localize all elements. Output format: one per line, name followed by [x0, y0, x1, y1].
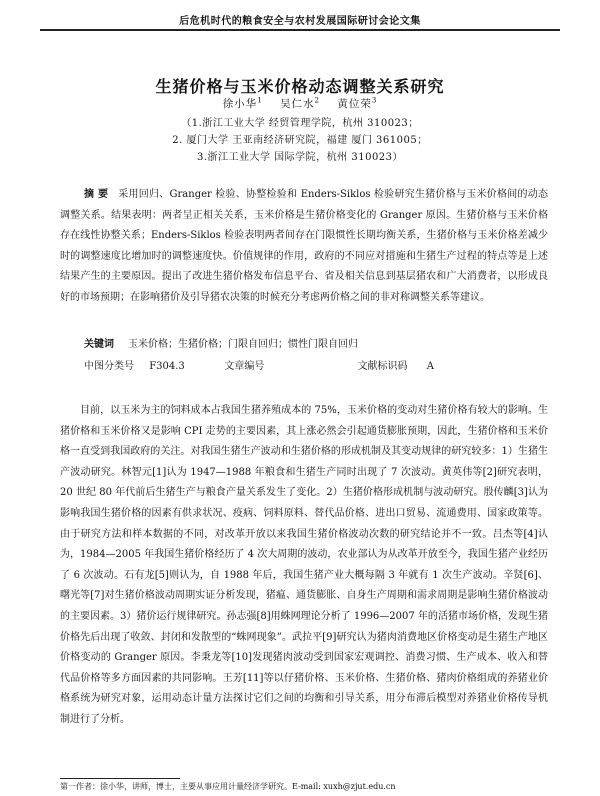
clc-label: 中图分类号 [84, 361, 134, 372]
abstract [60, 185, 548, 308]
footnote: 第一作者：徐小华，讲师，博士，主要从事应用计量经济学研究。E-mail: xuxh@zjut.edu.cn [60, 782, 396, 791]
article-no-label: 文章编号 [224, 361, 265, 372]
keywords-label: 关键词 [84, 339, 114, 350]
author-name: 吴仁水 [280, 98, 315, 110]
author-mark: 2 [314, 96, 320, 105]
clc-value: F304.3 [149, 361, 185, 372]
affiliation-line: 3.浙江工业大学 国际学院，杭州 310023） [196, 152, 404, 163]
author-mark: 3 [371, 96, 378, 105]
abstract-label: 摘 要 [84, 189, 109, 200]
doc-code-value: A [426, 361, 434, 372]
keywords [84, 335, 554, 350]
author-mark: 1 [257, 96, 263, 105]
abstract-text: 采用回归、Granger 检验、协整检验和 Enders-Siklos 检验研究生猪价格与玉米价格间的动态调整关系。结果表明：两者呈正相关关系，玉米价格是生猪价格变化的 Granger 原因。生猪价格与玉米价格存在线性协整关系；Enders-Siklos 检验表明两者间存在门限惯性长期均衡关系，生猪价格与玉米价格差减少时的调整速度比增加时的调整速度快。价值规律的作用，政府的不同应对措施和生猪生产过程的特点等是上述结果产生的主要原因。提出了改进生猪价格发布信息平台、省及相关信息到基层猪农和广大消费者，以形成良好的市场预期；在影响猪价及引导猪农决策的时候充分考虑两价格之间的非对称调整关系等建议。 [60, 189, 548, 303]
running-head: 后危机时代的粮食安全与农村发展国际研讨会论文集 [179, 16, 421, 27]
author-list [40, 96, 560, 111]
paper-title: 生猪价格与玉米价格动态调整关系研究 [155, 77, 445, 96]
footnote-rule [60, 778, 180, 779]
affiliation-line: 2. 厦门大学 王亚南经济研究院，福建 厦门 361005； [172, 135, 428, 146]
keywords-text: 玉米价格；生猪价格；门限自回归；惯性门限自回归 [128, 339, 358, 350]
author-name: 徐小华 [222, 98, 258, 110]
classification-line [84, 357, 554, 372]
header-rule [40, 29, 560, 31]
doc-code-label: 文献标识码 [357, 361, 408, 372]
author-name: 黄位荣 [337, 98, 372, 110]
affiliation-line: （1.浙江工业大学 经贸管理学院，杭州 310023； [181, 118, 419, 129]
body-paragraph: 目前，以玉米为主的饲料成本占我国生猪养殖成本的 75%，玉米价格的变动对生猪价格有较大的影响。生猪价格和玉米价格又是影响 CPI 走势的主要因素，其上涨必然会引起通货膨胀预期，因此，生猪价格和玉米价格一直受到我国政府的关注。对我国生猪生产波动和生猪价格的形成机制及其变动规律的研究较多：1）生猪生产波动研究。林智元[1]认为 1947—1988 年粮食和生猪生产同时出现了 7 次波动。黄英伟等[2]研究表明，20 世纪 80 年代前后生猪生产与粮食产量关系发生了变化。2）生猪价格形成机制与波动研究。殷传麟[3]认为影响我国生猪价格的因素有供求状况、疫病、饲料原料、替代品价格、进出口贸易、流通费用、国家政策等。由于研究方法和样本数据的不同，对改革开放以来我国生猪价格波动次数的研究结论并不一致。吕杰等[4]认为，1984—2005 年我国生猪价格经历了 4 次大周期的波动，农业部认为从改革开放至今，我国生猪产业经历了 6 次波动。石有龙[5]则认为，自 1988 年后，我国生猪产业大概每隔 3 年就有 1 次生产波动。辛贤[6]、曙光等[7]对生猪价格波动周期实证分析发现，猪瘟、通货膨胀、自身生产周期和需求周期是影响生猪价格波动的主要因素。3）猪价运行规律研究。孙志强[8]用蛛网理论分析了 1996—2007 年的活猪市场价格，发现生猪价格先后出现了收敛、封闭和发散型的“蛛网现象”。武拉平[9]研究认为猪肉消费地区价格变动是生猪生产地区价格变动的 Granger 原因。李秉龙等[10]发现猪肉波动受到国家宏观调控、消费习惯、生产成本、收入和替代品价格等多方面因素的共同影响。王芳[11]等以仔猪价格、玉米价格、生猪价格、猪肉价格组成的养猪业价格系统为研究对象，运用动态计量方法探讨它们之间的均衡和引导关系，用分布滞后模型对养猪业价格传导机制进行了分析。 [60, 405, 548, 725]
